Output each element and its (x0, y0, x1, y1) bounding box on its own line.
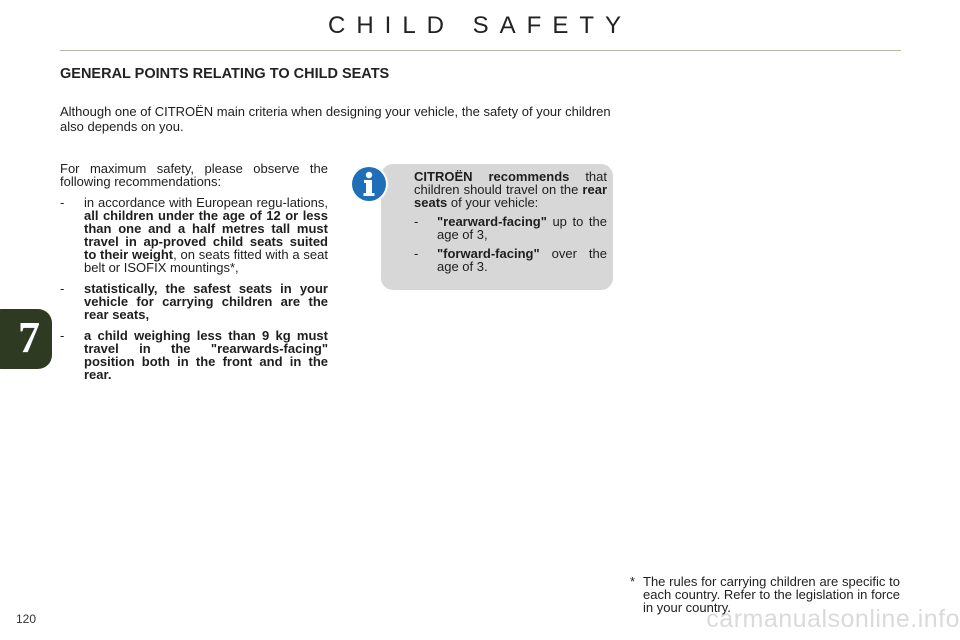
page-number: 120 (16, 612, 37, 626)
info-lead (414, 170, 607, 209)
recommendations-list (60, 196, 328, 381)
info-lead-text: of your vehicle: (447, 195, 539, 210)
list-item (414, 215, 607, 241)
list-dash: - (414, 214, 419, 229)
list-item-bold: all children under the age of 12 or less than one and a half metres tall must travel in ap-proved child seats suited to their weight (84, 208, 328, 262)
recommendations-column (60, 162, 328, 389)
list-item-bold: "rearward-facing" (437, 214, 547, 229)
list-item-bold: "forward-facing" (437, 246, 540, 261)
section-heading: GENERAL POINTS RELATING TO CHILD SEATS (60, 66, 390, 82)
list-item (60, 282, 328, 321)
info-box (381, 164, 613, 290)
footnote-text: The rules for carrying children are specific to each country. Refer to the legislation in force in your country. (643, 574, 900, 615)
info-lead-bold: rear seats (414, 182, 607, 210)
list-dash: - (60, 328, 65, 343)
list-item (414, 247, 607, 273)
info-lead-bold: CITROËN recommends (414, 169, 570, 184)
chapter-tab (0, 309, 52, 369)
info-icon (349, 164, 389, 204)
header-divider (60, 50, 901, 51)
footnote-marker: * (630, 574, 636, 589)
list-item (60, 329, 328, 381)
list-item-text: in accordance with European regu-lations, (84, 195, 328, 210)
chapter-number: 7 (18, 313, 40, 362)
recommendations-lead: For maximum safety, please observe the following recommendations: (60, 161, 328, 189)
intro-paragraph: Although one of CITROËN main criteria when designing your vehicle, the safety of your children also depends on you. (60, 104, 611, 134)
list-dash: - (414, 246, 419, 261)
info-list (414, 215, 607, 273)
list-dash: - (60, 281, 65, 296)
list-item-bold: a child weighing less than 9 kg must travel in the "rearwards-facing" position both in the front and in the rear. (84, 328, 328, 382)
list-item-bold: statistically, the safest seats in your vehicle for carrying children are the rear seats, (84, 281, 328, 322)
list-item-text: , on seats fitted with a seat belt or ISOFIX mountings*, (84, 247, 328, 275)
list-item-text: up to the age of 3, (437, 214, 607, 242)
list-item (60, 196, 328, 274)
watermark: carmanualsonline.info (706, 605, 960, 633)
page-title: CHILD SAFETY (327, 12, 633, 39)
list-item-text: over the age of 3. (437, 246, 607, 274)
list-dash: - (60, 195, 65, 210)
info-lead-text: that children should travel on the (414, 169, 607, 197)
